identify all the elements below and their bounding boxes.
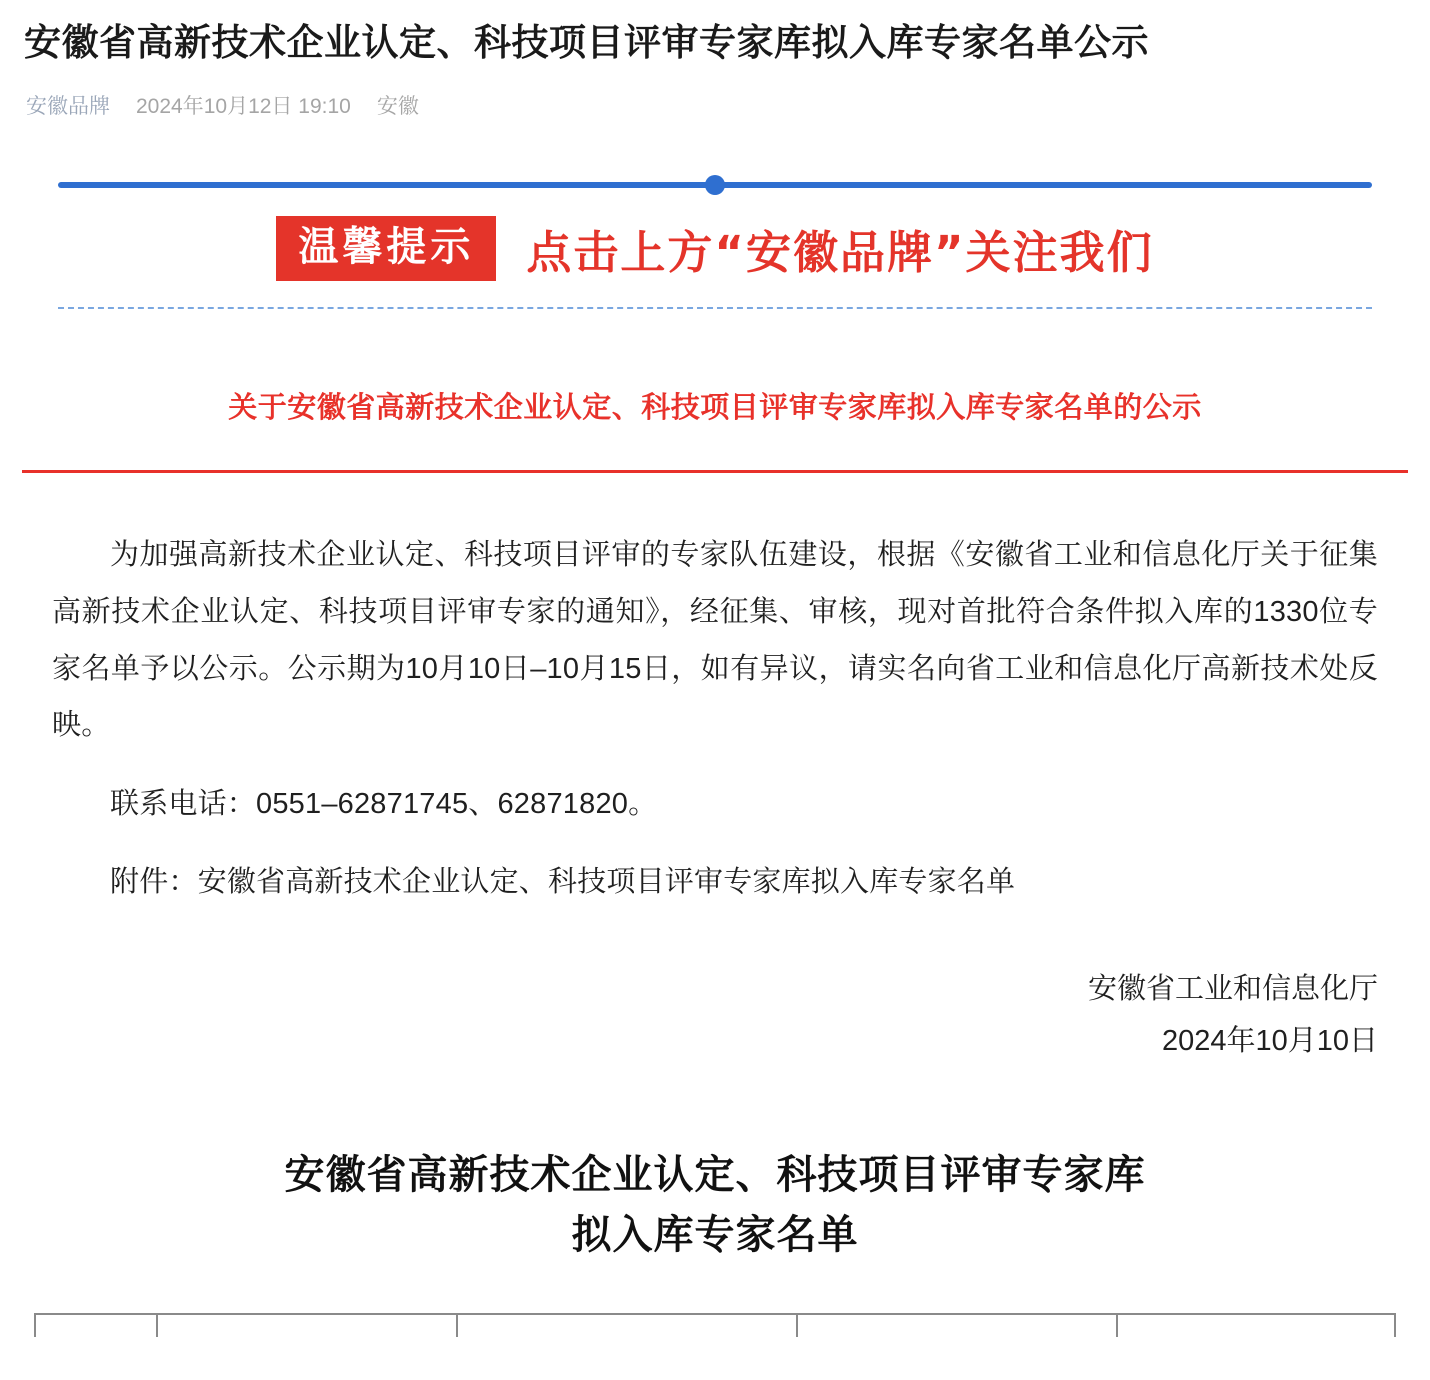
table-column-divider xyxy=(1116,1315,1118,1337)
notice-headline: 关于安徽省高新技术企业认定、科技项目评审专家库拟入库专家名单的公示 xyxy=(228,391,1202,424)
article-meta xyxy=(0,68,1430,120)
publish-location: 安徽 xyxy=(376,94,419,118)
attachment-title-line2: 拟入库专家名单 xyxy=(571,1211,859,1259)
account-name[interactable]: 安徽品牌 xyxy=(26,94,110,118)
banner-top-rule xyxy=(58,182,1372,188)
signature-organization: 安徽省工业和信息化厅 xyxy=(1087,972,1378,1005)
notice-paragraph: 为加强高新技术企业认定、科技项目评审的专家队伍建设，根据《安徽省工业和信息化厅关于征集高新技术企业认定、科技项目评审专家的通知》，经征集、审核，现对首批符合条件拟入库的1330位专家名单予以公示。公示期为10月10日–10月15日，如有异议，请实名向省工业和信息化厅高新技术处反映。 xyxy=(52,539,1378,742)
signature-date: 2024年10月10日 xyxy=(1161,1024,1378,1057)
table-column-divider xyxy=(796,1315,798,1337)
attachment-title-line1: 安徽省高新技术企业认定、科技项目评审专家库 xyxy=(284,1151,1146,1199)
notice-attachment-line: 附件：安徽省高新技术企业认定、科技项目评审专家库拟入库专家名单 xyxy=(110,866,1016,899)
attachment-title xyxy=(0,1067,1430,1265)
table-column-divider xyxy=(156,1315,158,1337)
page-title: 安徽省高新技术企业认定、科技项目评审专家库拟入库专家名单公示 xyxy=(24,22,1149,63)
expert-list-table xyxy=(34,1313,1396,1337)
tip-badge: 温馨提示 xyxy=(276,216,496,281)
banner-dot-icon xyxy=(705,175,725,195)
notice-body xyxy=(0,473,1430,910)
follow-banner xyxy=(58,182,1372,309)
table-column-divider xyxy=(456,1315,458,1337)
follow-call-to-action[interactable]: 点击上方“安徽品牌”关注我们 xyxy=(526,225,1154,279)
banner-content xyxy=(58,188,1372,305)
banner-bottom-rule xyxy=(58,307,1372,309)
publish-date: 2024年10月12日 19:10 xyxy=(136,94,351,118)
notice-contact-phone: 联系电话：0551–62871745、62871820。 xyxy=(110,787,658,820)
notice-signature xyxy=(0,933,1430,1067)
